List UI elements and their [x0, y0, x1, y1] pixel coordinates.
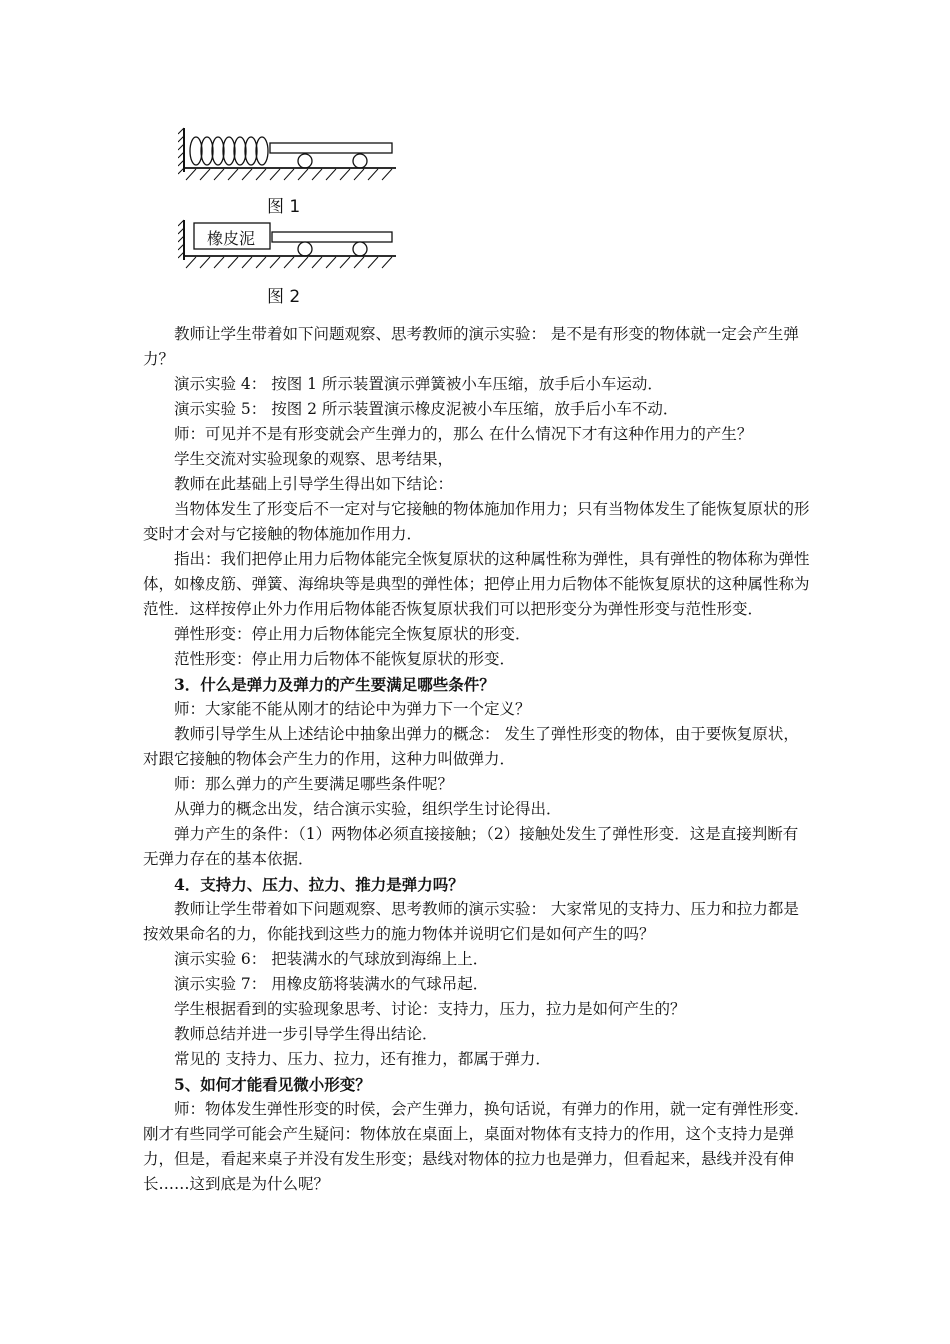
paragraph: 学生根据看到的实验现象思考、讨论：支持力，压力，拉力是如何产生的？: [174, 1000, 686, 1018]
paragraph: 学生交流对实验现象的观察、思考结果，: [174, 450, 454, 468]
paragraph: 师：可见并不是有形变就会产生弹力的，那么 在什么情况下才有这种作用力的产生？: [174, 425, 753, 443]
paragraph: 从弹力的概念出发，结合演示实验，组织学生讨论得出．: [174, 800, 562, 818]
cart-body: [272, 232, 392, 242]
spring-cart-diagram: [178, 124, 398, 186]
paragraph: 师：物体发生弹性形变的时侯，会产生弹力，换句话说，有弹力的作用，就一定有弹性形变．刚才有些同学可能会产生疑问：物体放在桌面上，桌面对物体有支持力的作用，这个支持力是弹力，但是，看起来桌子并没有发生形变；悬线对物体的拉力也是弹力，但看起来，悬线并没有伸长……这到底是为什么呢？: [143, 1100, 810, 1193]
section-heading: 3．什么是弹力及弹力的产生要满足哪些条件？: [174, 675, 495, 694]
cart-wheel: [298, 242, 312, 256]
spring: [190, 137, 268, 165]
paragraph: 指出：我们把停止用力后物体能完全恢复原状的这种属性称为弹性，具有弹性的物体称为弹性体，如橡皮筋、弹簧、海绵块等是典型的弹性体；把停止用力后物体不能恢复原状的这种属性称为范性．这样按停止外力作用后物体能否恢复原状我们可以把形变分为弹性形变与范性形变．: [143, 550, 810, 618]
cart-body: [270, 143, 392, 153]
cart-wheel: [353, 242, 367, 256]
paragraph: 弹力产生的条件：（1）两物体必须直接接触；（2）接触处发生了弹性形变．这是直接判断有无弹力存在的基本依据．: [143, 825, 799, 868]
section-heading: 4．支持力、压力、拉力、推力是弹力吗？: [174, 875, 464, 894]
paragraph: 教师让学生带着如下问题观察、思考教师的演示实验： 是不是有形变的物体就一定会产生弹力？: [143, 325, 799, 368]
figure-1-caption: 图 1: [267, 197, 301, 217]
paragraph: 弹性形变：停止用力后物体能完全恢复原状的形变．: [174, 625, 531, 643]
paragraph: 师：大家能不能从刚才的结论中为弹力下一个定义？: [174, 700, 531, 718]
paragraph: 师：那么弹力的产生要满足哪些条件呢？: [174, 775, 454, 793]
paragraph: 范性形变：停止用力后物体不能恢复原状的形变．: [174, 650, 516, 668]
paragraph: 演示实验 5： 按图 2 所示装置演示橡皮泥被小车压缩，放手后小车不动．: [174, 400, 679, 418]
paragraph: 教师引导学生从上述结论中抽象出弹力的概念： 发生了弹性形变的物体，由于要恢复原状，对跟它接触的物体会产生力的作用，这种力叫做弹力．: [143, 725, 799, 768]
paragraph: 常见的 支持力、压力、拉力，还有推力，都属于弹力．: [174, 1050, 551, 1068]
paragraph: 教师总结并进一步引导学生得出结论．: [174, 1025, 438, 1043]
figure-1-spring-cart: [178, 124, 398, 186]
paragraph: 演示实验 6： 把装满水的气球放到海绵上上．: [174, 950, 489, 968]
figure-2-caption: 图 2: [267, 287, 301, 307]
paragraph: 演示实验 4： 按图 1 所示装置演示弹簧被小车压缩，放手后小车运动．: [174, 375, 663, 393]
cart-wheel: [353, 154, 367, 168]
plasticine-label: 橡皮泥: [207, 229, 256, 248]
paragraph: 演示实验 7： 用橡皮筋将装满水的气球吊起．: [174, 975, 489, 993]
paragraph: 教师让学生带着如下问题观察、思考教师的演示实验： 大家常见的支持力、压力和拉力都是按效果命名的力，你能找到这些力的施力物体并说明它们是如何产生的吗？: [143, 900, 799, 943]
paragraph: 当物体发生了形变后不一定对与它接触的物体施加作用力；只有当物体发生了能恢复原状的形变时才会对与它接触的物体施加作用力．: [143, 500, 810, 543]
paragraph: 教师在此基础上引导学生得出如下结论：: [174, 475, 454, 493]
section-heading: 5、如何才能看见微小形变？: [174, 1075, 371, 1094]
cart-wheel: [298, 154, 312, 168]
lesson-body-text: [143, 322, 813, 1197]
